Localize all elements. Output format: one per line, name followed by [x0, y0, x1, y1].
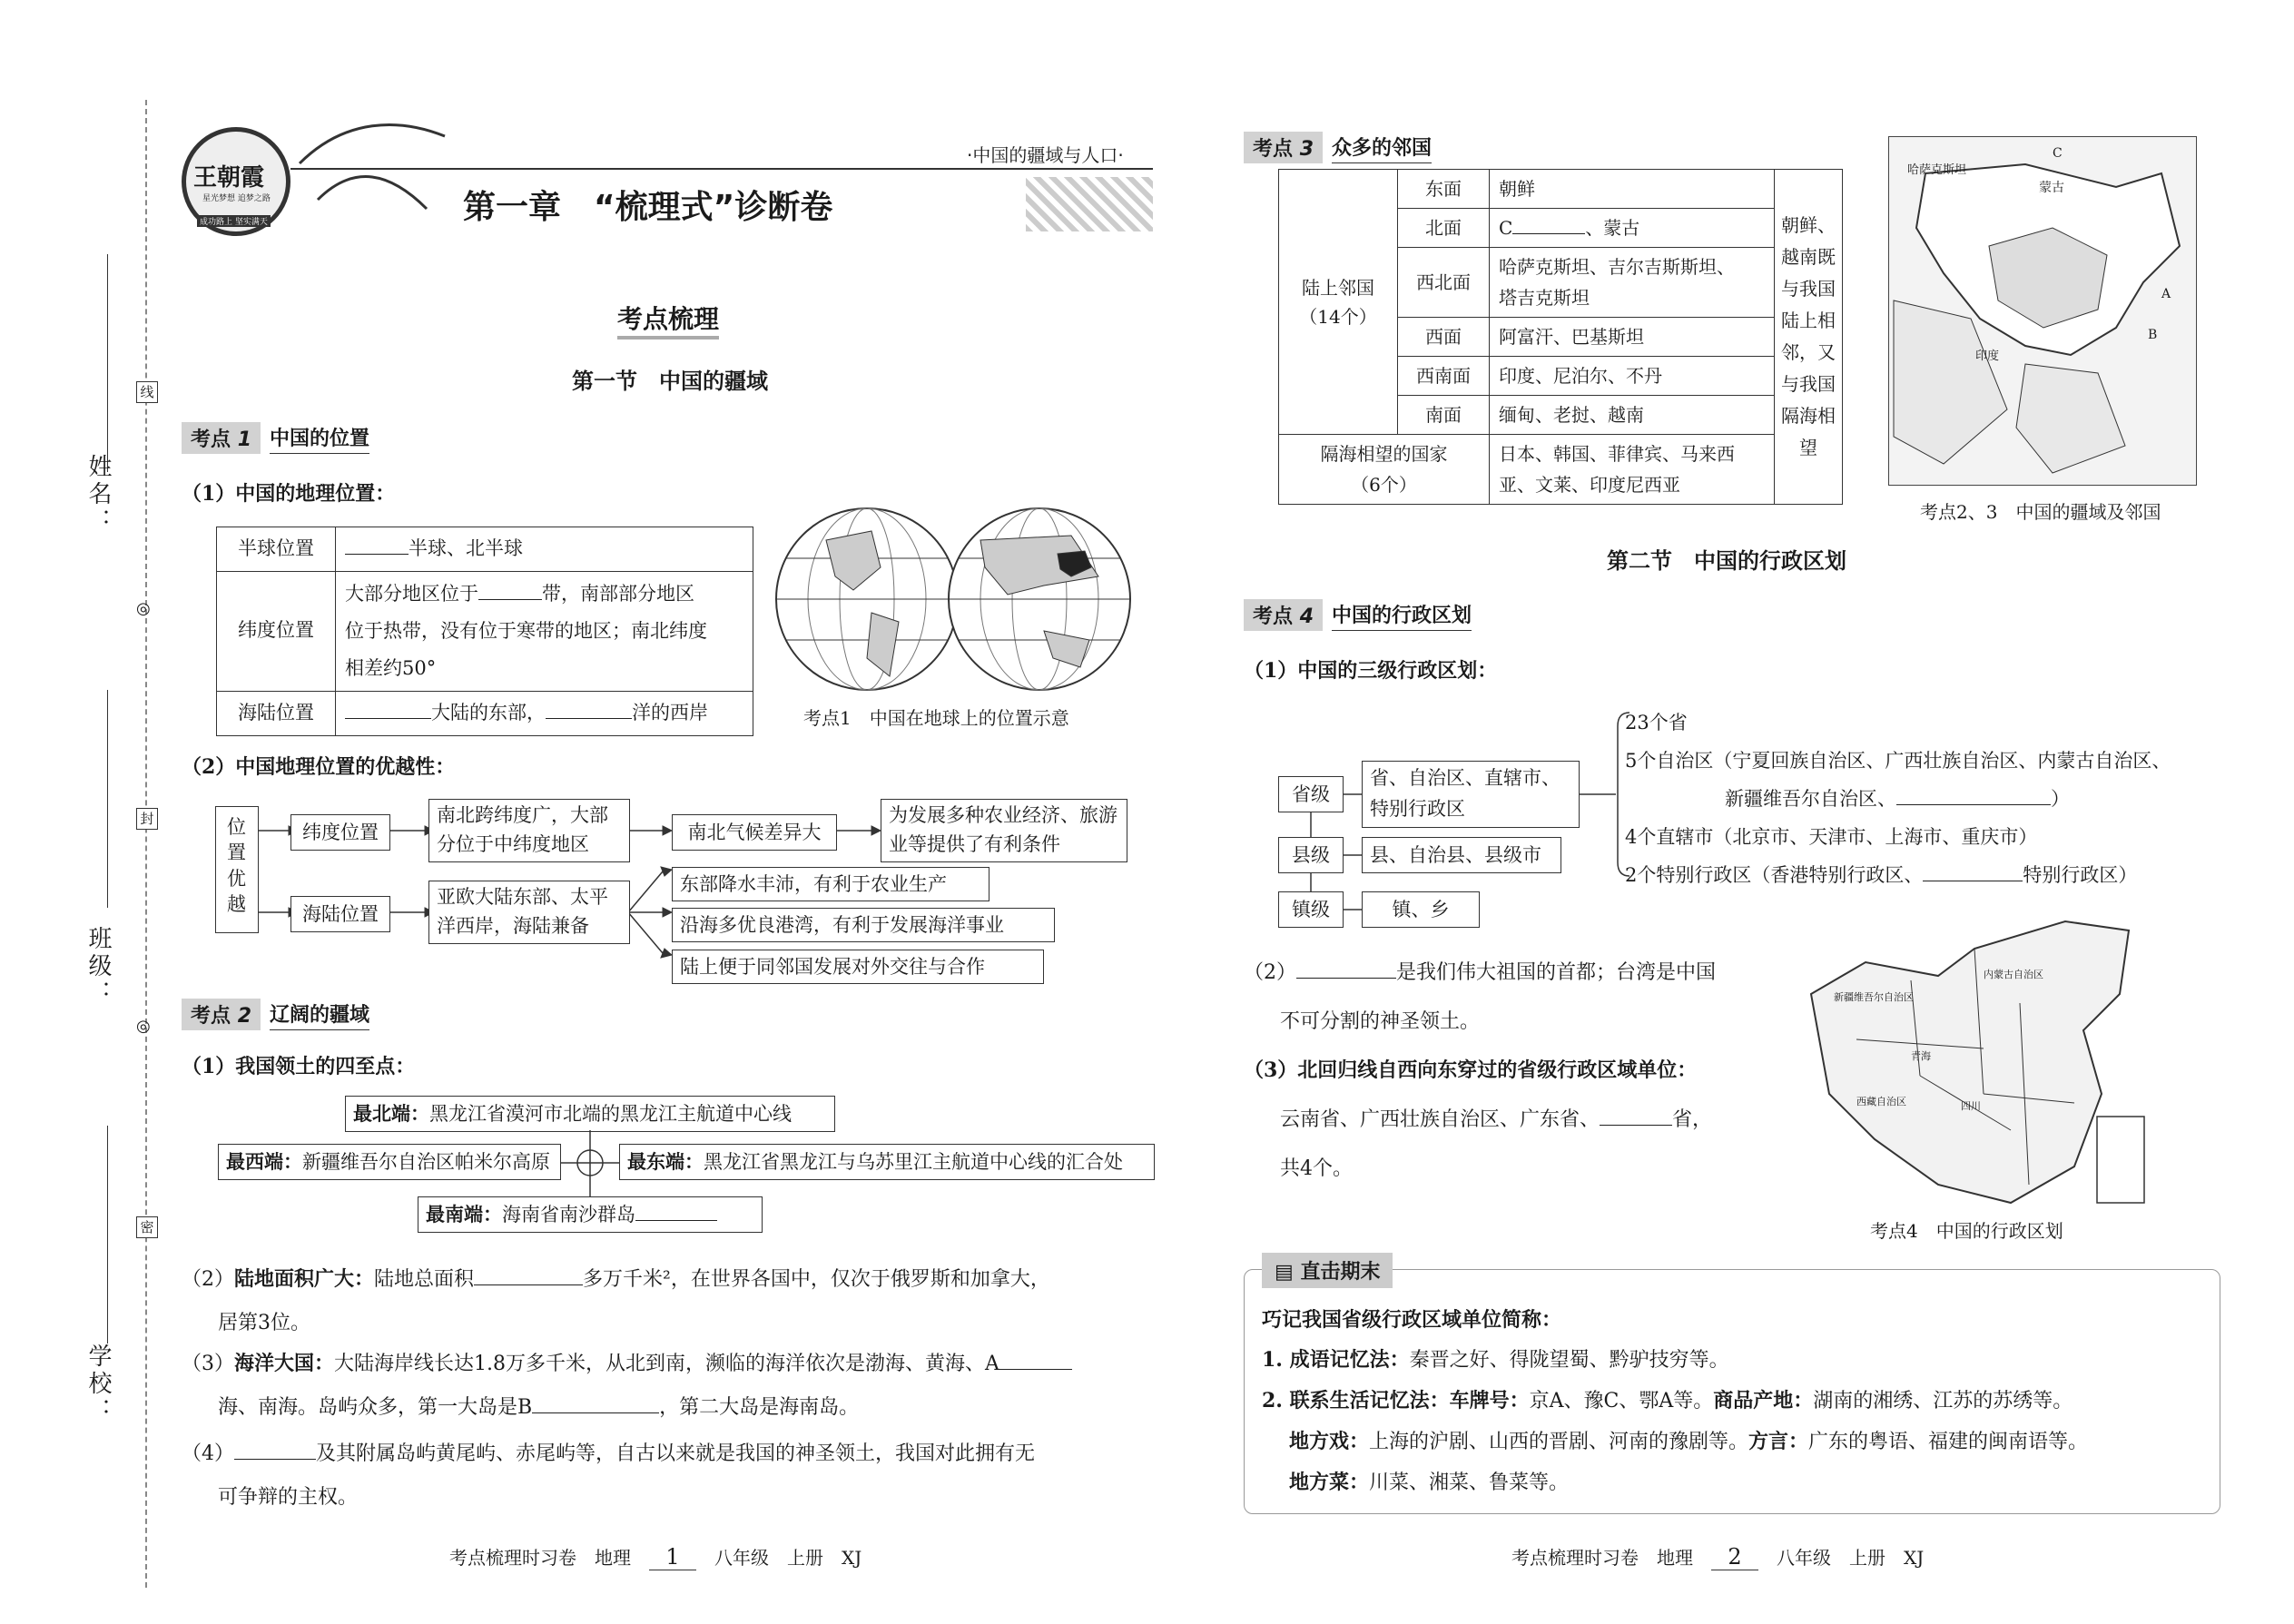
school-line [107, 1126, 108, 1343]
answer-blank[interactable] [1512, 215, 1585, 234]
header-rule [290, 168, 1153, 170]
compass-icon [561, 1130, 619, 1197]
final-line-3: 地方戏：上海的沪剧、山西的晋剧、河南的豫剧等。方言：广东的粤语、福建的闽南语等。 [1289, 1430, 2089, 1453]
map-label: 哈萨克斯坦 [1907, 163, 1967, 177]
neighbors-table [1278, 169, 1843, 505]
q4-1: （1）中国的三级行政区划： [1244, 659, 1498, 683]
chapter-title: 第一章 “梳理式”诊断卷 [463, 189, 833, 226]
admin-level-1: 省级 [1278, 776, 1344, 812]
pos-value: 大陆的东部， 洋的西岸 [336, 691, 753, 735]
kaodian-2-title: 辽阔的疆域 [270, 999, 369, 1030]
map1-caption: 考点2、3 中国的疆域及邻国 [1920, 501, 2161, 523]
neighbor-cell: 阿富汗、巴基斯坦 [1490, 318, 1775, 357]
neighbor-cell: 哈萨克斯坦、吉尔吉斯斯坦、 塔吉克斯坦 [1490, 248, 1775, 318]
section2-title: 第二节 中国的行政区划 [1607, 548, 1846, 574]
page-number: 1 [649, 1544, 695, 1570]
ribbon-decoration [290, 109, 454, 218]
kaodian-3-title: 众多的邻国 [1332, 133, 1432, 163]
kaodian-3 [1244, 132, 1432, 163]
map-label: 印度 [1975, 349, 2000, 363]
extreme-west: 最西端：新疆维吾尔自治区帕米尔高原 [218, 1144, 561, 1180]
brand-logo [182, 127, 290, 236]
adv-sea-r2: 沿海多优良港湾，有利于发展海洋事业 [672, 908, 1055, 942]
school-label: 学校： [84, 1343, 112, 1425]
answer-blank[interactable] [635, 1201, 717, 1221]
extreme-south: 最南端：海南省南沙群岛 [418, 1196, 763, 1233]
dir-cell: 南面 [1398, 396, 1490, 435]
sea-neighbors-label: 隔海相望的国家 （6个） [1279, 435, 1490, 505]
final-line-1: 1. 成语记忆法：秦晋之好、得陇望蜀、黔驴技穷等。 [1262, 1348, 1729, 1372]
q2-2: （2）陆地面积广大：陆地总面积 多万千米²，在世界各国中，仅次于俄罗斯和加拿大， 居第3位。 [182, 1257, 1162, 1345]
hatch-decoration [1026, 177, 1153, 231]
q4-2: （2） 是我们伟大祖国的首都；台湾是中国 不可分割的神圣领土。 [1244, 949, 1716, 1047]
page-number: 2 [1711, 1544, 1757, 1570]
final-content [1262, 1300, 2088, 1503]
pos-label: 海陆位置 [217, 691, 336, 735]
kaodian-4-title: 中国的行政区划 [1332, 600, 1472, 631]
cut-line [145, 100, 147, 1588]
map-label: 新疆维吾尔自治区 [1834, 991, 1914, 1003]
map-label: 内蒙古自治区 [1984, 969, 2043, 980]
pos-label: 纬度位置 [217, 571, 336, 691]
pos-label: 半球位置 [217, 527, 336, 572]
answer-blank[interactable] [532, 1393, 659, 1413]
answer-blank[interactable] [234, 1439, 316, 1460]
adv-lat: 纬度位置 [290, 814, 390, 851]
name-label: 姓名： [84, 454, 112, 536]
kaodian-1 [182, 422, 369, 454]
admin-level-3: 镇级 [1278, 891, 1344, 928]
admin-b4: 2个特别行政区（香港特别行政区、 特别行政区） [1625, 856, 2171, 894]
map-label: 青海 [1911, 1050, 1931, 1062]
neighbors-note: 朝鲜、越南既与我国陆上相邻，又与我国隔海相望 [1775, 170, 1843, 505]
map-label: 蒙古 [2039, 181, 2064, 195]
adv-lat-result: 为发展多种农业经济、旅游业等提供了有利条件 [881, 799, 1127, 862]
kaodian-tag: 考点 4 [1244, 599, 1323, 631]
admin-connectors [1271, 699, 1634, 935]
map-label: A [2161, 287, 2171, 301]
land-neighbors-label: 陆上邻国 （14个） [1279, 170, 1398, 435]
final-line-4: 地方菜：川菜、湘菜、鲁菜等。 [1289, 1471, 1570, 1494]
sea-neighbors-cell: 日本、韩国、菲律宾、马来西 亚、文莱、印度尼西亚 [1490, 435, 1775, 505]
admin-b3: 4个直辖市（北京市、天津市、上海市、重庆市） [1625, 826, 2038, 848]
answer-blank[interactable] [1600, 1105, 1672, 1126]
q2-4: （4） 及其附属岛屿黄尾屿、赤尾屿等，自古以来就是我国的神圣领土，我国对此拥有无 可争辩的主权。 [182, 1432, 1162, 1520]
admin-level-2: 县级 [1278, 837, 1344, 873]
footer-left: 考点梳理时习卷 地理 1 八年级 上册 XJ [449, 1544, 862, 1570]
class-line [107, 690, 108, 908]
map-label: B [2148, 328, 2158, 342]
dir-cell: 北面 [1398, 209, 1490, 248]
adv-sea-r3: 陆上便于同邻国发展对外交往与合作 [672, 950, 1044, 984]
adv-sea-desc: 亚欧大陆东部、太平洋西岸，海陆兼备 [428, 881, 630, 944]
dir-cell: 西南面 [1398, 357, 1490, 396]
answer-blank[interactable] [345, 535, 409, 555]
admin-map [1802, 912, 2147, 1207]
q1-2: （2）中国地理位置的优越性： [182, 755, 456, 779]
dir-cell: 西面 [1398, 318, 1490, 357]
adv-sea: 海陆位置 [290, 896, 390, 932]
pos-value: 半球、北半球 [336, 527, 753, 572]
adv-root: 位置优越 [215, 806, 259, 933]
kaodian-2 [182, 999, 369, 1030]
adv-sea-r1: 东部降水丰沛，有利于农业生产 [672, 867, 989, 901]
brand-slogan: 星光梦想 追梦之路 [202, 194, 271, 203]
answer-blank[interactable] [478, 580, 542, 600]
admin-level-3-desc: 镇、乡 [1362, 891, 1480, 928]
neighbor-cell: 缅甸、老挝、越南 [1490, 396, 1775, 435]
answer-blank[interactable] [1296, 958, 1396, 979]
answer-blank[interactable] [1923, 861, 2023, 881]
section-heading: 考点梳理 [617, 300, 719, 340]
admin-b2: 5个自治区（宁夏回族自治区、广西壮族自治区、内蒙古自治区、 [1625, 750, 2171, 772]
map2-caption: 考点4 中国的行政区划 [1870, 1220, 2063, 1242]
seal-feng: 封 [136, 808, 158, 830]
final-title: 巧记我国省级行政区域单位简称： [1262, 1308, 1562, 1332]
dir-cell: 东面 [1398, 170, 1490, 209]
globe-figure [772, 504, 1135, 699]
final-line-2: 2. 联系生活记忆法：车牌号：京A、豫C、鄂A等。商品产地：湖南的湘绣、江苏的苏绣等。 [1262, 1389, 2073, 1412]
globe-caption: 考点1 中国在地球上的位置示意 [803, 707, 1069, 729]
kaodian-tag: 考点 3 [1244, 132, 1323, 163]
extreme-east: 最东端：黑龙江省黑龙江与乌苏里江主航道中心线的汇合处 [619, 1144, 1155, 1180]
admin-level-2-desc: 县、自治县、县级市 [1362, 837, 1561, 873]
kaodian-tag: 考点 1 [182, 422, 261, 454]
footer-right: 考点梳理时习卷 地理 2 八年级 上册 XJ [1511, 1544, 1925, 1570]
admin-breakdown [1625, 704, 2171, 894]
answer-blank[interactable] [999, 1349, 1072, 1370]
neighbor-cell: 朝鲜 [1490, 170, 1775, 209]
class-label: 班级： [84, 926, 112, 1008]
neighbors-map [1888, 136, 2197, 486]
admin-b1: 23个省 [1625, 712, 1688, 733]
seal-xian: 线 [136, 381, 158, 403]
dir-cell: 西北面 [1398, 248, 1490, 318]
admin-level-1-desc: 省、自治区、直辖市、特别行政区 [1362, 761, 1580, 828]
kaodian-1-title: 中国的位置 [270, 423, 369, 454]
kaodian-4 [1244, 599, 1472, 631]
adv-lat-desc: 南北跨纬度广，大部分位于中纬度地区 [428, 799, 630, 862]
punch-hole-icon: ◎ [136, 1017, 151, 1036]
pos-value: 大部分地区位于 带，南部部分地区 位于热带，没有位于寒带的地区；南北纬度 相差约50° [336, 571, 753, 691]
final-tag: ▤ 直击期末 [1262, 1253, 1393, 1288]
brand-motto: 成功路上 坚实满天 [197, 215, 271, 227]
admin-b2-cont: 新疆维吾尔自治区、 ） [1625, 780, 2171, 818]
unit-tag: ·中国的疆域与人口· [967, 144, 1124, 166]
name-line [107, 254, 108, 472]
neighbor-cell: C 、蒙古 [1490, 209, 1775, 248]
seal-mi: 密 [136, 1216, 158, 1238]
punch-hole-icon: ◎ [136, 599, 151, 618]
neighbor-cell: 印度、尼泊尔、不丹 [1490, 357, 1775, 396]
map-label: C [2053, 146, 2063, 161]
section1-title: 第一节 中国的疆域 [572, 369, 768, 394]
map-label: 西藏自治区 [1856, 1096, 1906, 1107]
kaodian-tag: 考点 2 [182, 999, 261, 1030]
q2-1: （1）我国领土的四至点： [182, 1055, 416, 1078]
map-label: 四川 [1961, 1100, 1981, 1112]
position-table [216, 527, 753, 736]
brand-name: 王朝霞 [193, 164, 265, 192]
answer-blank[interactable] [546, 699, 632, 719]
answer-blank[interactable] [474, 1265, 583, 1285]
q4-3: （3）北回归线自西向东穿过的省级行政区域单位： 云南省、广西壮族自治区、广东省、 省， 共4个。 [1244, 1058, 1713, 1180]
book-icon: ▤ [1275, 1261, 1301, 1284]
answer-blank[interactable] [345, 699, 431, 719]
adv-lat-effect: 南北气候差异大 [672, 814, 837, 851]
q1-1: （1）中国的地理位置： [182, 482, 396, 506]
extreme-north: 最北端：黑龙江省漠河市北端的黑龙江主航道中心线 [345, 1096, 835, 1132]
answer-blank[interactable] [1896, 785, 2051, 805]
q2-3: （3）海洋大国：大陆海岸线长达1.8万多千米，从北到南，濒临的海洋依次是渤海、黄海、A 海、南海。岛屿众多，第一大岛是B ，第二大岛是海南岛。 [182, 1342, 1162, 1430]
